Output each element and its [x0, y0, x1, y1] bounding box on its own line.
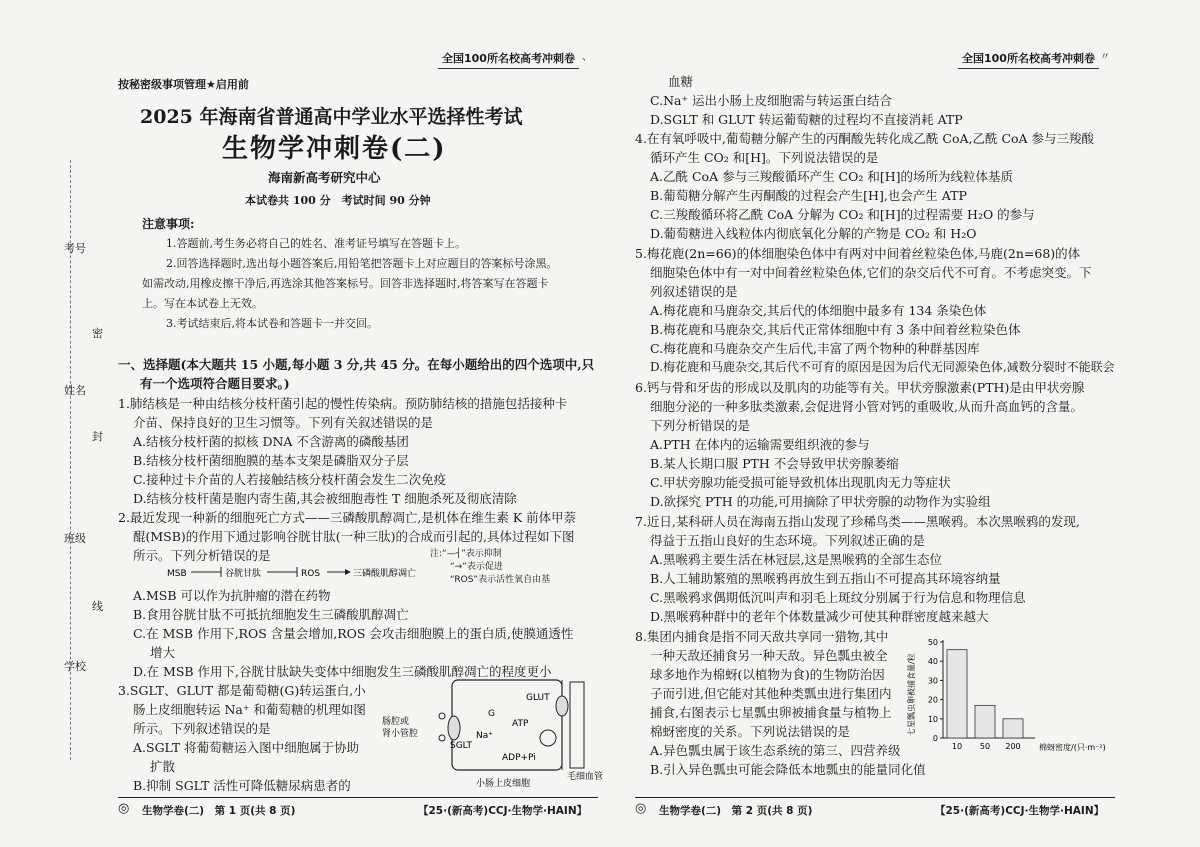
q1-stem-2: 介苗、保持良好的卫生习惯等。下列有关叙述错误的是 — [133, 415, 434, 430]
q8-chart-xlabel: 棉蚜密度/(只·m⁻²) — [1039, 743, 1106, 752]
q5-stem-2: 细胞染色体中有一对中间着丝粒染色体,它们的杂交后代不可育。不考虑突变。下 — [650, 265, 1092, 280]
q3-adp-label: ADP+Pi — [502, 753, 536, 763]
q8-stem-4: 子而引进,但它能对其他种类瓢虫进行集团内 — [650, 686, 892, 701]
q8-ytick-label: 20 — [927, 695, 938, 705]
q6-option-c: C.甲状旁腺功能受损可能导致机体出现肌肉无力等症状 — [650, 475, 951, 490]
q8-ytick-label: 0 — [932, 734, 938, 743]
q7-stem-2: 得益于五指山良好的生态环境。下列叙述正确的是 — [650, 533, 926, 548]
footer-2 — [635, 797, 1115, 817]
footer-1-left: 生物学卷(二) 第 1 页(共 8 页) — [142, 805, 296, 817]
q8-stem-6: 棉蚜密度的关系。下列说法错误的是 — [650, 724, 851, 739]
q8-bar — [1003, 719, 1023, 738]
q2-legend-ros: “ROS”表示活性氧自由基 — [450, 575, 551, 585]
q8-stem-3: 球多地作为棉蚜(以植物为食)的生物防治因 — [650, 667, 885, 682]
label-class: 班级 — [64, 532, 86, 545]
q2-option-c-cont: 增大 — [150, 645, 176, 660]
q4-option-a: A.乙酰 CoA 参与三羧酸循环产生 CO₂ 和[H]的场所为线粒体基质 — [650, 169, 1013, 184]
q3-stem-3: 所示。下列叙述错误的是 — [133, 721, 271, 736]
q8-stem-2: 一种天敌还捕食另一种天敌。异色瓢虫被全 — [650, 648, 888, 663]
q2-stem-2: 醌(MSB)的作用下通过影响谷胱甘肽(一种三肽)的合成而引起的,具体过程如下图 — [133, 529, 575, 544]
q6-stem-2: 细胞分泌的一种多肽类激素,会促进肾小管对钙的重吸收,从而升高血钙的含量。 — [650, 399, 1083, 414]
q5-option-a: A.梅花鹿和马鹿杂交,其后代的体细胞中最多有 134 条染色体 — [650, 303, 987, 318]
org-name: 海南新高考研究中心 — [268, 170, 381, 185]
footer-1-right: 【25·(新高考)CCJ·生物学·HAIN】 — [418, 805, 588, 817]
q1-option-d: D.结核分枝杆菌是胞内寄生菌,其会被细胞毒性 T 细胞杀死及彻底清除 — [133, 491, 517, 506]
note-1: 1.答题前,考生务必将自己的姓名、准考证号填写在答题卡上。 — [166, 237, 466, 250]
q2-ros-label: ROS — [301, 569, 321, 579]
note-2-end: 上。写在本试卷上无效。 — [142, 297, 263, 310]
q8-ytick-label: 50 — [927, 638, 938, 647]
q1-option-b: B.结核分枝杆菌细胞膜的基本支架是磷脂双分子层 — [133, 453, 409, 468]
q3-sglt-label: SGLT — [450, 741, 472, 751]
q1-option-a: A.结核分枝杆菌的拟核 DNA 不含游离的磷酸基团 — [133, 434, 409, 449]
q2-option-d: D.在 MSB 作用下,谷胱甘肽缺失变体中细胞发生三磷酸肌醇凋亡的程度更小 — [133, 664, 552, 679]
q8-chart-ylabel: 七星瓢虫卵被捕食量/粒 — [907, 653, 916, 736]
q3-cont-blood-sugar: 血糖 — [668, 74, 694, 89]
q8-stem-5: 捕食,右图表示七星瓢虫卵被捕食量与植物上 — [650, 705, 892, 720]
q5-stem-3: 列叙述错误的是 — [650, 284, 738, 299]
q8-bar — [947, 650, 967, 738]
q7-option-d: D.黑喉鸦种群中的老年个体数量减少可使其种群密度越来越大 — [650, 609, 989, 624]
q1-option-c: C.接种过卡介苗的人若接触结核分枝杆菌会发生二次免疫 — [133, 472, 447, 487]
label-school: 学校 — [64, 660, 86, 673]
section1-line1: 一、选择题(本大题共 15 小题,每小题 3 分,共 45 分。在每小题给出的四个选项中,只 — [118, 357, 595, 372]
q3-stem-2: 肠上皮细胞转运 Na⁺ 和葡萄糖的机理如图 — [133, 702, 366, 717]
q3-g-label: G — [488, 709, 495, 719]
q8-ytick-label: 40 — [927, 657, 938, 667]
header-right-2: 全国100所名校高考冲刺卷 — [958, 50, 1099, 69]
note-3: 3.考试结束后,将本试卷和答题卡一并交回。 — [166, 317, 378, 330]
q4-stem-1: 4.在有氧呼吸中,葡萄糖分解产生的丙酮酸先转化成乙酰 CoA,乙酰 CoA 参与三羧酸 — [635, 131, 1095, 146]
q8-stem-1: 8.集团内捕食是指不同天敌共享同一猎物,其中 — [635, 629, 889, 644]
paper-title: 生物学冲刺卷(二) — [222, 134, 447, 164]
label-name: 姓名 — [64, 384, 86, 397]
q8-bar-chart — [905, 636, 1115, 754]
q3-na-label: Na⁺ — [476, 731, 493, 741]
footer-1-rule — [118, 797, 598, 798]
footer-2-left: 生物学卷(二) 第 2 页(共 8 页) — [659, 805, 813, 817]
q8-xtick-label: 50 — [979, 742, 991, 751]
q1-stem-1: 1.肺结核是一种由结核分枝杆菌引起的慢性传染病。预防肺结核的措施包括接种卡 — [118, 396, 568, 411]
q2-stem-1: 2.最近发现一种新的细胞死亡方式——三磷酸肌醇凋亡,是机体在维生素 K 前体甲萘 — [118, 510, 577, 525]
q7-option-a: A.黑喉鸦主要生活在林冠层,这是黑喉鸦的全部生态位 — [650, 552, 942, 567]
footer-1 — [118, 797, 598, 817]
q6-option-d: D.欲探究 PTH 的功能,可用摘除了甲状旁腺的动物作为实验组 — [650, 494, 991, 509]
q8-option-a: A.异色瓢虫属于该生态系统的第三、四营养级 — [650, 743, 901, 758]
seal-mi: 密 — [92, 327, 103, 340]
q5-stem-1: 5.梅花鹿(2n=66)的体细胞染色体中有两对中间着丝粒染色体,马鹿(2n=68)的体 — [635, 246, 1081, 261]
label-exam-number: 考号 — [64, 242, 86, 255]
q2-option-a: A.MSB 可以作为抗肿瘤的潜在药物 — [133, 588, 331, 603]
q2-legend-promote: “→”表示促进 — [450, 562, 503, 572]
q2-msb-label: MSB — [167, 569, 187, 579]
q4-option-b: B.葡萄糖分解产生丙酮酸的过程会产生[H],也会产生 ATP — [650, 188, 967, 203]
q3-atp-label: ATP — [512, 719, 529, 729]
q7-stem-1: 7.近日,某科研人员在海南五指山发现了珍稀鸟类——黑喉鸦。本次黑喉鸦的发现, — [635, 514, 1080, 529]
notes-title: 注意事项: — [142, 217, 195, 231]
q2-legend-inhibit: 注:“—┤”表示抑制 — [430, 549, 502, 559]
seal-xian: 线 — [92, 600, 103, 613]
q8-xtick-label: 200 — [1005, 742, 1021, 751]
seal-feng: 封 — [92, 430, 103, 443]
q7-option-b: B.人工辅助繁殖的黑喉鸦再放生到五指山不可提高其环境容纳量 — [650, 571, 1001, 586]
q3-stem-1: 3.SGLT、GLUT 都是葡萄糖(G)转运蛋白,小 — [118, 683, 366, 698]
q4-option-c: C.三羧酸循环将乙酰 CoA 分解为 CO₂ 和[H]的过程需要 H₂O 的参与 — [650, 207, 1035, 222]
footer-2-logo-icon: ◎ — [635, 801, 647, 816]
q8-ytick-label: 30 — [927, 676, 938, 686]
q3-option-a-cont: 扩散 — [150, 759, 176, 774]
header-right: 全国100所名校高考冲刺卷 — [438, 50, 579, 69]
q2-gsh-label: 谷胱甘肽 — [225, 569, 262, 579]
q3-glut-label: GLUT — [526, 693, 550, 703]
q3-option-a: A.SGLT 将葡萄糖运入图中细胞属于协助 — [133, 740, 360, 755]
section1-line2: 有一个选项符合题目要求。) — [140, 376, 290, 391]
q6-option-a: A.PTH 在体内的运输需要组织液的参与 — [650, 437, 870, 452]
q3-lumen-label: 肠腔或 — [382, 717, 410, 727]
footer-2-right: 【25·(新高考)CCJ·生物学·HAIN】 — [935, 805, 1105, 817]
footer-1-logo-icon: ◎ — [118, 801, 130, 816]
header-mark-2: 〃 — [1100, 52, 1110, 63]
q8-xtick-label: 10 — [951, 742, 963, 751]
q2-option-c: C.在 MSB 作用下,ROS 含量会增加,ROS 会攻击细胞膜上的蛋白质,使膜通透性 — [133, 626, 574, 641]
q2-pathway-diagram — [165, 562, 425, 584]
q4-stem-2: 循环产生 CO₂ 和[H]。下列说法错误的是 — [650, 150, 879, 165]
note-2-cont: 如需改动,用橡皮擦干净后,再选涂其他答案标号。回答非选择题时,将答案写在答题卡 — [142, 277, 549, 290]
q3-option-d: D.SGLT 和 GLUT 转运葡萄糖的过程均不直接消耗 ATP — [650, 112, 963, 127]
q6-stem-3: 下列分析错误的是 — [650, 418, 751, 433]
footer-2-rule — [635, 797, 1115, 798]
q7-option-c: C.黑喉鸦求偶期低沉叫声和羽毛上斑纹分别属于行为信息和物理信息 — [650, 590, 1026, 605]
binding-line — [70, 160, 72, 760]
q8-option-b: B.引入异色瓢虫可能会降低本地瓢虫的能量同化值 — [650, 762, 926, 777]
q5-option-b: B.梅花鹿和马鹿杂交,其后代正常体细胞中有 3 条中间着丝粒染色体 — [650, 322, 1021, 337]
q3-option-b: B.抑制 SGLT 活性可降低糖尿病患者的 — [133, 778, 351, 793]
score-line: 本试卷共 100 分 考试时间 90 分钟 — [245, 194, 431, 207]
q3-option-c: C.Na⁺ 运出小肠上皮细胞需与转运蛋白结合 — [650, 93, 893, 108]
header-mark: 、 — [582, 52, 592, 63]
q2-stem-3: 所示。下列分析错误的是 — [133, 548, 271, 563]
q5-option-c: C.梅花鹿和马鹿杂交产生后代,丰富了两个物种的种群基因库 — [650, 341, 980, 356]
q6-option-b: B.某人长期口服 PTH 不会导致甲状旁腺萎缩 — [650, 456, 899, 471]
q3-vessel-label: 毛细血管 — [567, 772, 604, 782]
q6-stem-1: 6.钙与骨和牙齿的形成以及肌肉的功能等有关。甲状旁腺激素(PTH)是由甲状旁腺 — [635, 380, 1085, 395]
q8-bar — [975, 705, 995, 738]
binding-margin — [24, 60, 116, 800]
q3-cell-label: 小肠上皮细胞 — [476, 779, 531, 789]
note-2: 2.回答选择题时,选出每小题答案后,用铅笔把答题卡上对应题目的答案标号涂黑。 — [166, 257, 558, 270]
q8-ytick-label: 10 — [927, 714, 938, 724]
q2-result-label: 三磷酸肌醇凋亡 — [353, 569, 417, 579]
exam-title: 2025 年海南省普通高中学业水平选择性考试 — [140, 106, 523, 128]
q2-option-b: B.食用谷胱甘肽不可抵抗细胞发生三磷酸肌醇凋亡 — [133, 607, 409, 622]
q4-option-d: D.葡萄糖进入线粒体内彻底氧化分解的产物是 CO₂ 和 H₂O — [650, 226, 977, 241]
confidential-label: 按秘密级事项管理★启用前 — [118, 78, 249, 91]
q3-lumen-label-2: 肾小管腔 — [382, 729, 419, 739]
q2-legend — [430, 548, 550, 587]
q3-transport-diagram — [380, 676, 604, 792]
q5-option-d: D.梅花鹿和马鹿杂交,其后代不可育的原因是因为后代无同源染色体,减数分裂时不能联会 — [650, 360, 1115, 374]
